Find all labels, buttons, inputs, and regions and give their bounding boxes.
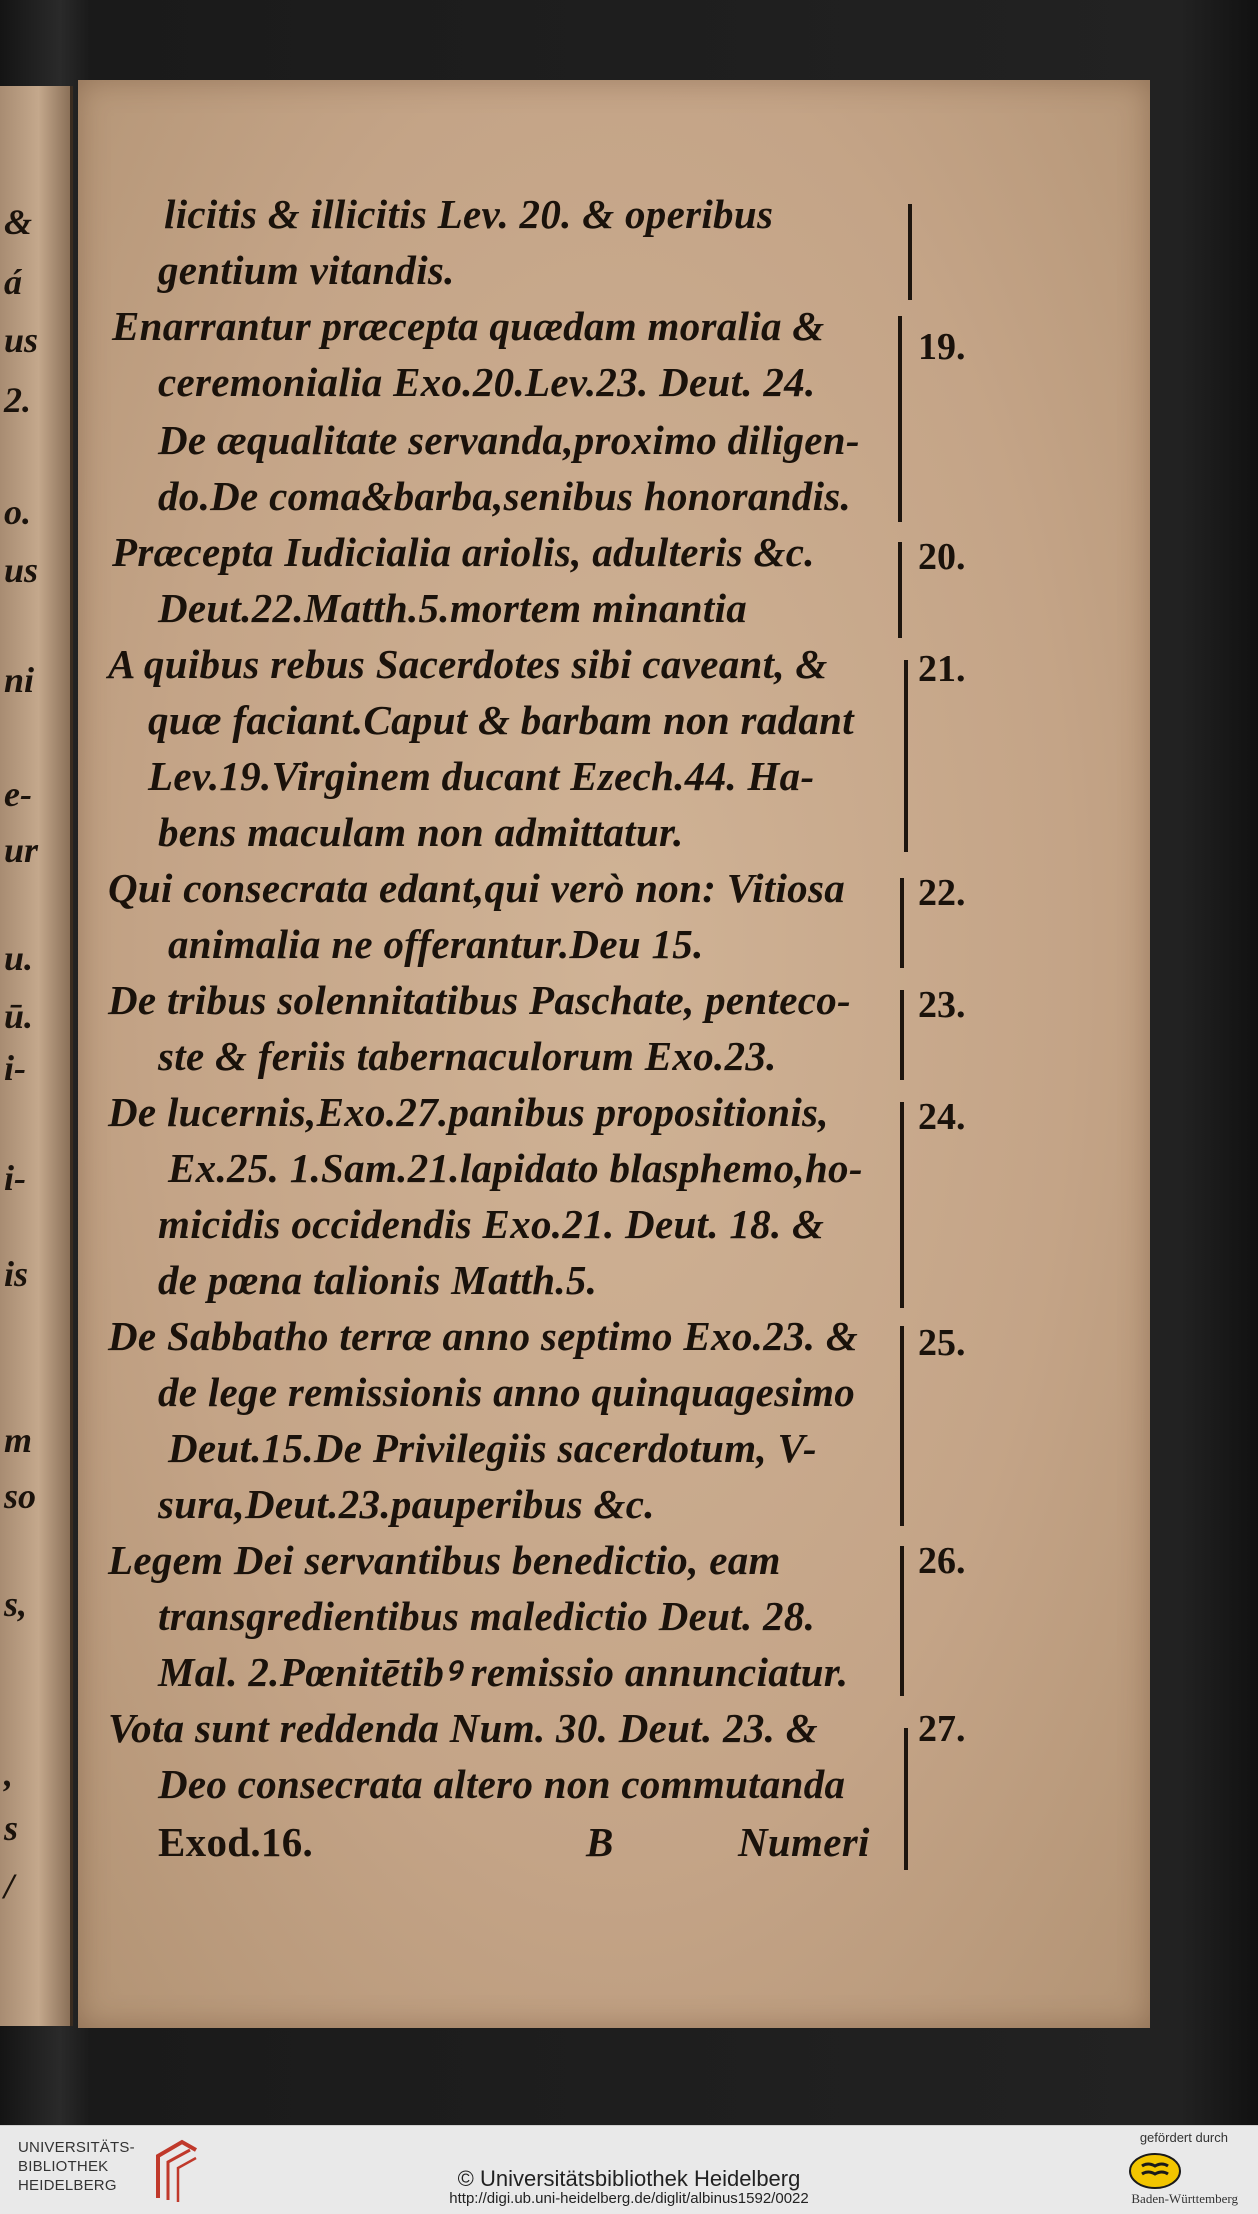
library-line: HEIDELBERG bbox=[18, 2177, 117, 2194]
chapter-number: 20. bbox=[918, 536, 966, 578]
text-line: Deo consecrata altero non commutanda bbox=[158, 1761, 846, 1807]
text-line: Deut.22.Matth.5.mortem minantia bbox=[158, 585, 748, 631]
prev-page-fragment: ni bbox=[4, 660, 35, 700]
text-line: quæ faciant.Caput & barbam non radant bbox=[148, 697, 854, 743]
prev-page-fragment: is bbox=[4, 1254, 29, 1294]
previous-page-edge bbox=[0, 86, 73, 2026]
chapter-number: 23. bbox=[918, 984, 966, 1026]
book-page bbox=[78, 80, 1150, 2028]
prev-page-fragment: / bbox=[4, 1866, 15, 1906]
source-url[interactable]: http://digi.ub.uni-heidelberg.de/diglit/albinus1592/0022 bbox=[449, 2190, 809, 2207]
catchword-right: Numeri bbox=[738, 1819, 870, 1865]
prev-page-fragment: us bbox=[4, 550, 39, 590]
text-line: Vota sunt reddenda Num. 30. Deut. 23. & bbox=[108, 1705, 818, 1751]
text-line: licitis & illicitis Lev. 20. & operibus bbox=[164, 191, 774, 237]
sponsor-name: Baden-Württemberg bbox=[1131, 2191, 1238, 2206]
text-line: Legem Dei servantibus benedictio, eam bbox=[108, 1537, 781, 1583]
bracket-rule bbox=[898, 316, 902, 522]
prev-page-fragment: ū. bbox=[4, 996, 34, 1036]
chapter-number: 19. bbox=[918, 326, 966, 368]
text-line: bens maculam non admittatur. bbox=[158, 809, 684, 855]
text-line: De Sabbatho terræ anno septimo Exo.23. & bbox=[108, 1313, 859, 1359]
prev-page-fragment: m bbox=[4, 1420, 33, 1460]
text-line: do.De coma&barba,senibus honorandis. bbox=[158, 473, 852, 519]
bracket-rule bbox=[900, 990, 904, 1080]
prev-page-fragment: so bbox=[4, 1476, 37, 1516]
text-line: A quibus rebus Sacerdotes sibi caveant, & bbox=[108, 641, 828, 687]
text-line: gentium vitandis. bbox=[158, 247, 455, 293]
text-line: Enarrantur præcepta quædam moralia & bbox=[112, 303, 825, 349]
prev-page-fragment: , bbox=[4, 1754, 13, 1794]
text-line: ceremonialia Exo.20.Lev.23. Deut. 24. bbox=[158, 359, 816, 405]
state-seal-icon bbox=[1128, 2152, 1182, 2190]
text-line: de pœna talionis Matth.5. bbox=[158, 1257, 598, 1303]
sponsor-label: gefördert durch bbox=[1139, 2130, 1228, 2145]
bracket-rule bbox=[900, 878, 904, 968]
prev-page-fragment: i- bbox=[4, 1158, 26, 1198]
chapter-number: 27. bbox=[918, 1708, 966, 1750]
prev-page-fragment: ur bbox=[4, 830, 39, 870]
prev-page-fragment: e- bbox=[4, 774, 32, 814]
prev-page-fragment: us bbox=[4, 320, 39, 360]
chapter-number: 22. bbox=[918, 872, 966, 914]
prev-page-fragment: o. bbox=[4, 492, 31, 532]
text-line: de lege remissionis anno quinquagesimo bbox=[158, 1369, 856, 1415]
chapter-number: 25. bbox=[918, 1322, 966, 1364]
bracket-rule bbox=[908, 204, 912, 300]
library-line: BIBLIOTHEK bbox=[18, 2158, 109, 2175]
text-line: De tribus solennitatibus Paschate, penteco- bbox=[108, 977, 851, 1023]
text-line: micidis occidendis Exo.21. Deut. 18. & bbox=[158, 1201, 825, 1247]
copyright-notice: © Universitätsbibliothek Heidelberg bbox=[457, 2166, 801, 2191]
bracket-rule bbox=[900, 1546, 904, 1696]
text-line: transgredientibus maledictio Deut. 28. bbox=[158, 1593, 816, 1639]
prev-page-fragment: s, bbox=[4, 1584, 28, 1624]
text-line: Mal. 2.Pœnitētibꝰ remissio annunciatur. bbox=[158, 1649, 849, 1695]
signature-mark: B bbox=[586, 1819, 614, 1865]
prev-page-fragment: u. bbox=[4, 938, 34, 978]
text-line: ste & feriis tabernaculorum Exo.23. bbox=[158, 1033, 777, 1079]
text-line: Qui consecrata edant,qui verò non: Vitiosa bbox=[108, 865, 846, 911]
chapter-number: 26. bbox=[918, 1540, 966, 1582]
text-line: Ex.25. 1.Sam.21.lapidato blasphemo,ho- bbox=[168, 1145, 863, 1191]
prev-page-fragment: 2. bbox=[4, 380, 31, 420]
bracket-rule bbox=[904, 660, 908, 852]
text-line: sura,Deut.23.pauperibus &c. bbox=[158, 1481, 655, 1527]
bracket-rule bbox=[900, 1326, 904, 1526]
prev-page-fragment: s bbox=[4, 1808, 19, 1848]
library-line: UNIVERSITÄTS- bbox=[18, 2139, 135, 2156]
text-line: De lucernis,Exo.27.panibus propositionis, bbox=[108, 1089, 829, 1135]
catchword-left: Exod.16. bbox=[158, 1819, 314, 1865]
bracket-rule bbox=[898, 542, 902, 638]
text-line: animalia ne offerantur.Deu 15. bbox=[168, 921, 704, 967]
bracket-rule bbox=[904, 1728, 908, 1870]
text-line: Deut.15.De Privilegiis sacerdotum, V- bbox=[168, 1425, 817, 1471]
prev-page-fragment: & bbox=[4, 202, 33, 242]
text-line: Lev.19.Virginem ducant Ezech.44. Ha- bbox=[148, 753, 815, 799]
text-line: De æqualitate servanda,proximo diligen- bbox=[158, 417, 860, 463]
chapter-number: 21. bbox=[918, 648, 966, 690]
footer-bar bbox=[0, 2125, 1258, 2214]
bracket-rule bbox=[900, 1102, 904, 1308]
prev-page-fragment: á bbox=[4, 262, 22, 302]
chapter-number: 24. bbox=[918, 1096, 966, 1138]
prev-page-fragment: i- bbox=[4, 1048, 26, 1088]
text-line: Præcepta Iudicialia ariolis, adulteris &c. bbox=[112, 529, 815, 575]
